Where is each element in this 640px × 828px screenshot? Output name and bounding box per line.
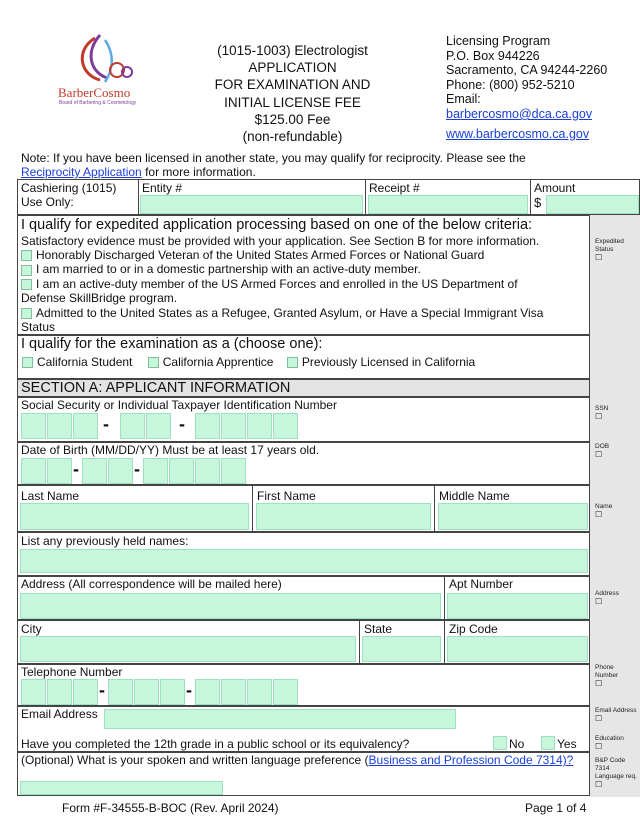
- zip-label: Zip Code: [449, 622, 498, 636]
- phone-digit-field[interactable]: [21, 679, 46, 705]
- phone-digit-field[interactable]: [195, 679, 220, 705]
- phone-dash: -: [99, 680, 105, 700]
- ssn-digit-field[interactable]: [47, 413, 72, 439]
- side-text: B&P Code 7314 Language req.: [595, 757, 637, 780]
- language-question: [21, 753, 581, 767]
- side-text: Phone Number: [595, 664, 619, 679]
- cashiering-label-line: Cashiering (1015): [21, 181, 117, 195]
- title-line: (non-refundable): [242, 129, 343, 145]
- dob-side-label: [595, 443, 609, 459]
- title-line: FOR EXAMINATION AND: [214, 77, 371, 93]
- phone-digit-field[interactable]: [108, 679, 133, 705]
- expedited-subtext: Satisfactory evidence must be provided with your application. See Section B for more information.: [21, 234, 540, 248]
- expedited-heading: I qualify for expedited application processing based on one of the below criteria:: [21, 217, 533, 233]
- side-checkbox[interactable]: ☐: [595, 679, 603, 688]
- exam-option[interactable]: [22, 355, 132, 369]
- address-field[interactable]: [20, 593, 441, 619]
- ssn-dash: -: [179, 414, 185, 434]
- checkbox[interactable]: [21, 308, 32, 319]
- language-field[interactable]: [20, 781, 223, 795]
- dob-label: Date of Birth (MM/DD/YY) Must be at least 17 years old.: [21, 443, 320, 457]
- last-name-field[interactable]: [20, 503, 249, 530]
- option-label: I am an active-duty member of the US Armed Forces and enrolled in the US Department of: [36, 276, 518, 291]
- side-text: Education: [595, 735, 624, 742]
- side-text: Address: [595, 590, 619, 597]
- contact-block: [446, 34, 607, 141]
- contact-email-link[interactable]: barbercosmo@dca.ca.gov: [446, 106, 593, 121]
- checkbox[interactable]: [21, 265, 32, 276]
- contact-city: Sacramento, CA 94244-2260: [446, 63, 608, 78]
- dob-digit-field[interactable]: [82, 458, 107, 484]
- apt-field[interactable]: [447, 593, 588, 619]
- footer-page-number: Page 1 of 4: [525, 801, 587, 815]
- expedited-option[interactable]: [21, 248, 586, 262]
- expedited-option[interactable]: [21, 262, 586, 276]
- education-yes-label: Yes: [557, 737, 577, 751]
- side-checkbox[interactable]: ☐: [595, 597, 603, 606]
- dob-digit-field[interactable]: [143, 458, 168, 484]
- zip-field[interactable]: [447, 636, 588, 662]
- option-label: Admitted to the United States as a Refugee, Granted Asylum, or Have a Special Immigrant Visa: [36, 305, 544, 320]
- side-checkbox[interactable]: ☐: [595, 450, 603, 459]
- checkbox[interactable]: [21, 250, 32, 261]
- previous-names-field[interactable]: [20, 549, 588, 573]
- side-checkbox[interactable]: ☐: [595, 780, 603, 789]
- name-side-label: [595, 503, 612, 519]
- receipt-label: Receipt #: [369, 181, 420, 195]
- side-checkbox[interactable]: ☐: [595, 714, 603, 723]
- phone-digit-field[interactable]: [160, 679, 185, 705]
- cashiering-label: [21, 181, 116, 209]
- phone-digit-field[interactable]: [221, 679, 246, 705]
- contact-phone: Phone: (800) 952-5210: [446, 77, 575, 92]
- option-label: California Apprentice: [162, 355, 274, 369]
- logo: [55, 30, 155, 110]
- phone-side-label: [595, 664, 637, 688]
- logo-subtext: Board of Barbering & Cosmetology: [59, 100, 137, 106]
- amount-label: Amount: [534, 181, 576, 195]
- state-field[interactable]: [362, 636, 441, 662]
- ssn-digit-field[interactable]: [73, 413, 98, 439]
- dob-dash: -: [134, 459, 140, 479]
- title-line: (1015-1003) Electrologist: [217, 43, 368, 58]
- dob-digit-field[interactable]: [195, 458, 220, 484]
- ssn-dash: -: [103, 414, 109, 434]
- dob-digit-field[interactable]: [108, 458, 133, 484]
- option-label: California Student: [37, 355, 133, 369]
- form-title: [190, 42, 395, 145]
- ssn-label: Social Security or Individual Taxpayer Identification Number: [21, 398, 337, 412]
- phone-dash: -: [186, 680, 192, 700]
- cashiering-label-line: Use Only:: [21, 195, 74, 209]
- last-name-label: Last Name: [21, 489, 80, 503]
- dob-digit-field[interactable]: [21, 458, 46, 484]
- expedited-options: [21, 248, 586, 334]
- state-label: State: [364, 622, 393, 636]
- reciprocity-link[interactable]: Reciprocity Application: [21, 165, 142, 179]
- note-text-after: for more information.: [141, 165, 256, 179]
- bp-code-link[interactable]: Business and Profession Code 7314)?: [368, 753, 574, 767]
- apt-label: Apt Number: [449, 577, 514, 591]
- city-field[interactable]: [20, 636, 356, 662]
- option-label: I am married to or in a domestic partnership with an active-duty member.: [36, 262, 421, 277]
- city-label: City: [21, 622, 42, 636]
- language-side-label: [595, 757, 639, 789]
- phone-digit-field[interactable]: [273, 679, 298, 705]
- checkbox[interactable]: [22, 357, 33, 368]
- ssn-digit-field[interactable]: [247, 413, 272, 439]
- contact-program: Licensing Program: [446, 34, 551, 48]
- exam-option[interactable]: [287, 355, 475, 369]
- ssn-digit-field[interactable]: [221, 413, 246, 439]
- first-name-field[interactable]: [256, 503, 431, 530]
- education-question: Have you completed the 12th grade in a public school or its equivalency?: [21, 737, 410, 751]
- phone-digit-field[interactable]: [134, 679, 159, 705]
- first-name-label: First Name: [257, 489, 316, 503]
- option-label-cont: Status: [21, 320, 56, 335]
- checkbox[interactable]: [21, 279, 32, 290]
- logo-text: BarberCosmo: [58, 85, 131, 100]
- contact-po-box: P.O. Box 944226: [446, 48, 540, 63]
- dob-dash: -: [73, 459, 79, 479]
- email-side-label: [595, 707, 637, 723]
- amount-field[interactable]: [546, 195, 639, 214]
- ssn-digit-field[interactable]: [273, 413, 298, 439]
- expedited-option[interactable]: [21, 306, 586, 320]
- exam-heading: I qualify for the examination as a (choose one):: [21, 336, 323, 352]
- dob-digit-field[interactable]: [221, 458, 246, 484]
- amount-dollar: $: [534, 195, 542, 210]
- side-text: Email Address: [595, 707, 637, 714]
- note-text: Note: If you have been licensed in another state, you may qualify for reciprocity. Please see the: [21, 151, 526, 165]
- phone-digit-field[interactable]: [47, 679, 72, 705]
- ssn-side-label: [595, 405, 608, 421]
- section-a-heading: SECTION A: APPLICANT INFORMATION: [21, 380, 291, 396]
- logo-swirl-icon: [55, 30, 155, 90]
- address-label: Address (All correspondence will be mailed here): [21, 577, 282, 591]
- address-side-label: [595, 590, 619, 606]
- option-label: Previously Licensed in California: [301, 355, 476, 369]
- exam-option[interactable]: [148, 355, 274, 369]
- phone-digit-field[interactable]: [247, 679, 272, 705]
- side-checkbox[interactable]: ☐: [595, 510, 603, 519]
- middle-name-label: Middle Name: [439, 489, 510, 503]
- reciprocity-note: [21, 151, 581, 179]
- dob-digit-field[interactable]: [47, 458, 72, 484]
- receipt-field[interactable]: [368, 195, 528, 214]
- expedited-side-label: [595, 238, 635, 262]
- side-checkbox[interactable]: ☐: [595, 742, 603, 751]
- option-label-cont: Defense SkillBridge program.: [21, 291, 178, 306]
- ssn-digit-field[interactable]: [195, 413, 220, 439]
- option-label: Honorably Discharged Veteran of the United States Armed Forces or National Guard: [36, 248, 485, 262]
- phone-label: Telephone Number: [21, 665, 123, 679]
- side-checkbox[interactable]: ☐: [595, 253, 603, 262]
- dob-digit-field[interactable]: [169, 458, 194, 484]
- side-text: Expedited Status: [595, 238, 624, 253]
- ssn-digit-field[interactable]: [21, 413, 46, 439]
- exam-options: [22, 355, 475, 369]
- title-line: APPLICATION: [248, 60, 337, 76]
- side-text: SSN: [595, 405, 609, 412]
- title-line: $125.00 Fee: [254, 111, 331, 127]
- education-no-label: No: [509, 737, 525, 751]
- education-no-checkbox[interactable]: [493, 736, 507, 750]
- ssn-digit-field[interactable]: [146, 413, 171, 439]
- entity-field[interactable]: [140, 195, 363, 214]
- middle-name-field[interactable]: [438, 503, 588, 530]
- title-line: INITIAL LICENSE FEE: [224, 94, 361, 110]
- side-checkbox[interactable]: ☐: [595, 412, 603, 421]
- footer-form-number: Form #F-34555-B-BOC (Rev. April 2024): [62, 801, 279, 815]
- previous-names-label: List any previously held names:: [21, 534, 189, 548]
- education-side-label: [595, 735, 637, 751]
- contact-website-link[interactable]: www.barbercosmo.ca.gov: [446, 126, 590, 141]
- contact-email-label: Email:: [446, 92, 481, 107]
- ssn-digit-field[interactable]: [120, 413, 145, 439]
- education-yes-checkbox[interactable]: [541, 736, 555, 750]
- email-field[interactable]: [104, 709, 456, 729]
- entity-label: Entity #: [142, 181, 183, 195]
- expedited-option[interactable]: [21, 277, 586, 291]
- side-text: Name: [595, 503, 613, 510]
- checkbox[interactable]: [148, 357, 159, 368]
- side-text: DOB: [595, 443, 610, 450]
- phone-digit-field[interactable]: [73, 679, 98, 705]
- language-text: (Optional) What is your spoken and written language preference (: [21, 753, 369, 767]
- email-label: Email Address: [21, 707, 98, 721]
- checkbox[interactable]: [287, 357, 298, 368]
